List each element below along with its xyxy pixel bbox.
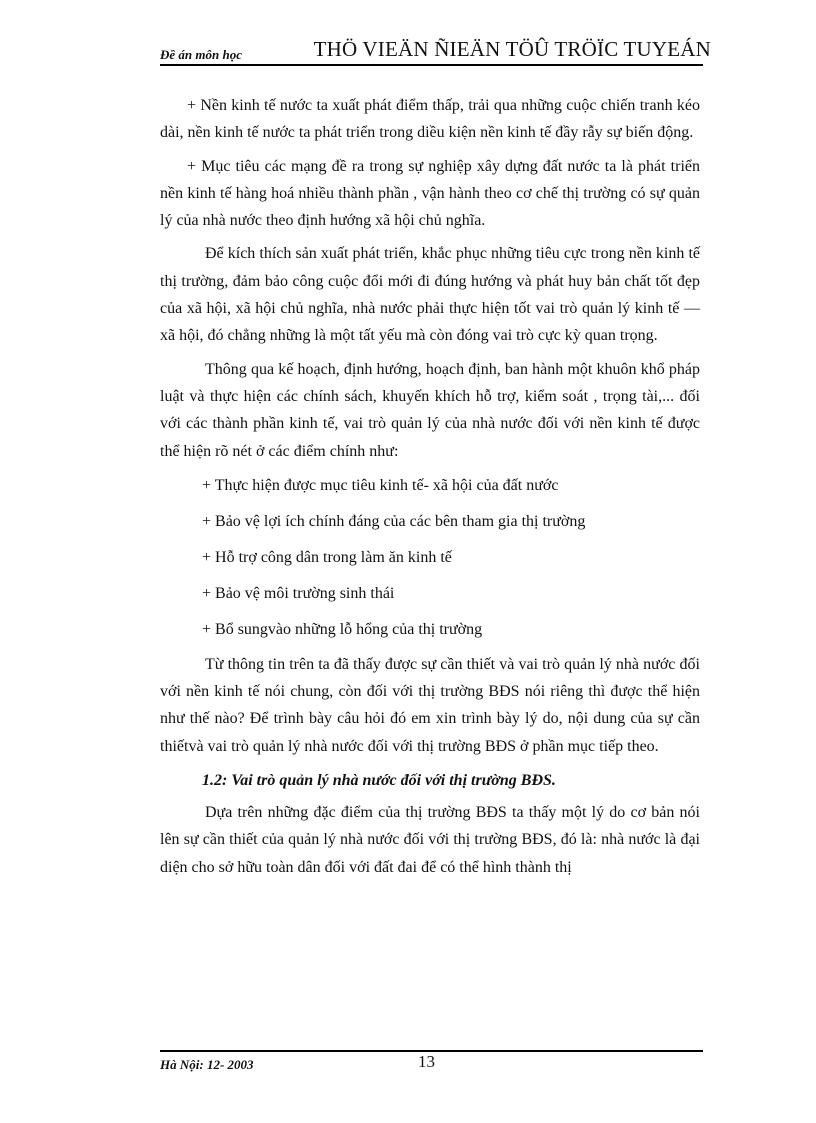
paragraph-economy-background: + Nền kinh tế nước ta xuất phát điểm thấp, trải qua những cuộc chiến tranh kéo dài, nền kinh tế nước ta phát triển trong diều kiện nền kinh tế đầy rẫy sự biến động. — [160, 97, 700, 142]
page-number: 13 — [418, 1052, 435, 1071]
paragraph-state-role: Để kích thích sản xuất phát triển, khắc phục những tiêu cực trong nền kinh tế thị trường, đảm bảo công cuộc đổi mới đi đúng hướng và phát huy bản chất tốt đẹp của xã hội, xã hội chủ nghĩa, nhà nước phải thực hiện tốt vai trò quản lý kinh tế — xã hội, đó chẳng những là một tất yếu mà còn đóng vai trò cực kỳ quan trọng. — [160, 245, 700, 345]
list-item: + Bảo vệ lợi ích chính đáng của các bên tham gia thị trường — [202, 512, 586, 530]
paragraph-transition: Từ thông tin trên ta đã thấy được sự cần thiết và vai trò quản lý nhà nước đối với nền kinh tế nói chung, còn đối với thị trường BĐS nói riêng thì được thể hiện như thế nào? Để trình bày câu hỏi đó em xin trình bày lý do, nội dung của sự cần thiếtvà vai trò quản lý nhà nước đối với thị trường BĐS ở phần mục tiếp theo. — [160, 655, 700, 755]
header-course-title: Đề án môn học — [160, 47, 242, 62]
header-divider — [160, 64, 703, 66]
paragraph-section-intro: Dựa trên những đặc điểm của thị trường BĐS ta thấy một lý do cơ bản nói lên sự cần thiết của quản lý nhà nước đối với thị trường BĐS, đó là: nhà nước là đại diện cho sở hữu toàn dân đối với đất đai để có thể hình thành thị — [160, 804, 700, 876]
paragraph-management-tools: Thông qua kế hoạch, định hướng, hoạch định, ban hành một khuôn khổ pháp luật và thực hiện các chính sách, khuyến khích hỗ trợ, kiểm soát , trọng tài,... đối với các thành phần kinh tế, vai trò quản lý của nhà nước đối với nền kinh tế được thể hiện rõ nét ở các điểm chính như: — [160, 360, 700, 460]
section-heading: 1.2: Vai trò quản lý nhà nước đối với thị trường BĐS. — [202, 772, 556, 790]
list-item: + Hỗ trợ công dân trong làm ăn kinh tế — [202, 548, 452, 566]
paragraph-development-goal: + Mục tiêu các mạng đề ra trong sự nghiệp xây dựng đất nước ta là phát triển nền kinh tế hàng hoá nhiều thành phần , vận hành theo cơ chế thị trường có sự quản lý của nhà nước theo định hướng xã hội chủ nghĩa. — [160, 157, 700, 230]
document-body — [160, 92, 700, 887]
header-library-title: THÖ VIEÄN ÑIEÄN TÖÛ TRÖÏC TUYEÁN — [313, 37, 711, 61]
list-item: + Bổ sungvào những lỗ hổng của thị trường — [202, 620, 483, 638]
list-item: + Thực hiện được mục tiêu kinh tế- xã hội của đất nước — [202, 476, 559, 494]
footer-location-date: Hà Nội: 12- 2003 — [160, 1057, 254, 1072]
list-item: + Bảo vệ môi trường sinh thái — [202, 584, 395, 602]
page-header — [160, 30, 711, 64]
